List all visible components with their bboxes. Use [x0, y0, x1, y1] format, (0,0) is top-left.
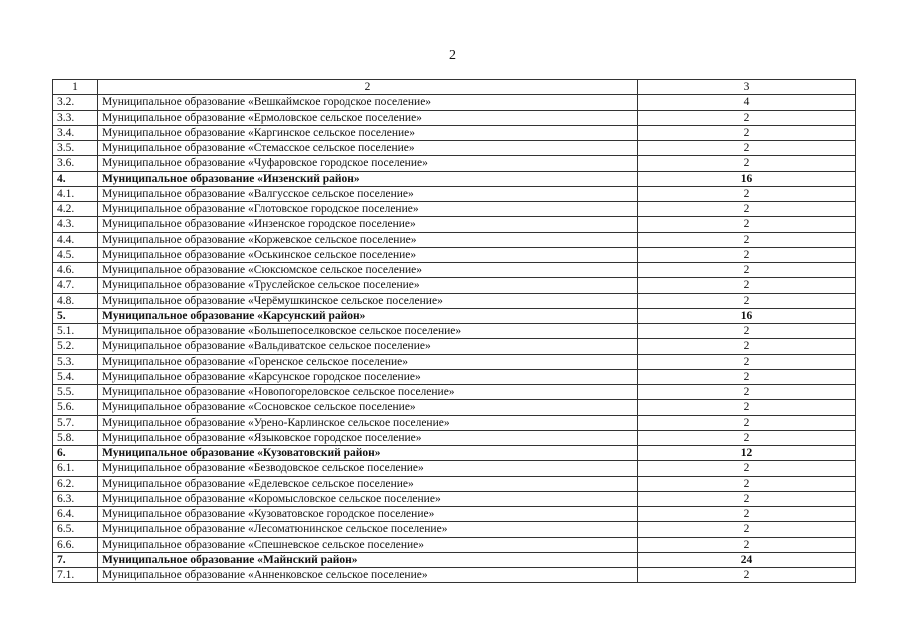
row-value-cell: 2	[638, 125, 856, 140]
table-row	[53, 537, 856, 552]
row-value-cell: 2	[638, 354, 856, 369]
table-row	[53, 324, 856, 339]
table-header-row	[53, 80, 856, 95]
table-row	[53, 202, 856, 217]
row-value-cell: 2	[638, 507, 856, 522]
row-value-cell: 2	[638, 385, 856, 400]
row-value-cell: 2	[638, 491, 856, 506]
row-name-cell: Муниципальное образование «Горенское сельское поселение»	[98, 354, 638, 369]
row-name-cell: Муниципальное образование «Коржевское сельское поселение»	[98, 232, 638, 247]
row-name-cell: Муниципальное образование «Каргинское сельское поселение»	[98, 125, 638, 140]
row-number-cell: 5.4.	[53, 369, 98, 384]
row-value-cell: 16	[638, 308, 856, 323]
row-name-cell: Муниципальное образование «Стемасское сельское поселение»	[98, 141, 638, 156]
table-section-row	[53, 446, 856, 461]
table-row	[53, 507, 856, 522]
row-name-cell: Муниципальное образование «Урено-Карлинское сельское поселение»	[98, 415, 638, 430]
row-number-cell: 6.1.	[53, 461, 98, 476]
row-value-cell: 2	[638, 232, 856, 247]
row-number-cell: 3.5.	[53, 141, 98, 156]
row-number-cell: 5.3.	[53, 354, 98, 369]
row-name-cell: Муниципальное образование «Инзенское городское поселение»	[98, 217, 638, 232]
row-number-cell: 6.2.	[53, 476, 98, 491]
table-row	[53, 430, 856, 445]
row-name-cell: Муниципальное образование «Лесоматюнинское сельское поселение»	[98, 522, 638, 537]
row-name-cell: Муниципальное образование «Анненковское сельское поселение»	[98, 568, 638, 583]
table-row	[53, 110, 856, 125]
table-row	[53, 385, 856, 400]
table-row	[53, 125, 856, 140]
row-number-cell: 7.1.	[53, 568, 98, 583]
row-number-cell: 4.3.	[53, 217, 98, 232]
table-row	[53, 522, 856, 537]
row-value-cell: 2	[638, 537, 856, 552]
row-name-cell: Муниципальное образование «Вальдиватское сельское поселение»	[98, 339, 638, 354]
row-number-cell: 4.6.	[53, 263, 98, 278]
table-row	[53, 247, 856, 262]
row-name-cell: Муниципальное образование «Сюксюмское сельское поселение»	[98, 263, 638, 278]
row-name-cell: Муниципальное образование «Труслейское сельское поселение»	[98, 278, 638, 293]
row-number-cell: 5.7.	[53, 415, 98, 430]
row-name-cell: Муниципальное образование «Карсунский район»	[98, 308, 638, 323]
table-row	[53, 354, 856, 369]
table-row	[53, 141, 856, 156]
table-row	[53, 400, 856, 415]
row-value-cell: 2	[638, 415, 856, 430]
header-cell-3: 3	[638, 80, 856, 95]
row-number-cell: 4.	[53, 171, 98, 186]
row-value-cell: 2	[638, 522, 856, 537]
row-name-cell: Муниципальное образование «Майнский район»	[98, 552, 638, 567]
row-number-cell: 5.8.	[53, 430, 98, 445]
table-section-row	[53, 552, 856, 567]
row-name-cell: Муниципальное образование «Новопогореловское сельское поселение»	[98, 385, 638, 400]
row-value-cell: 2	[638, 141, 856, 156]
row-value-cell: 2	[638, 247, 856, 262]
row-number-cell: 3.2.	[53, 95, 98, 110]
row-number-cell: 5.	[53, 308, 98, 323]
row-number-cell: 4.4.	[53, 232, 98, 247]
table-row	[53, 339, 856, 354]
row-number-cell: 5.1.	[53, 324, 98, 339]
table-row	[53, 95, 856, 110]
row-value-cell: 2	[638, 110, 856, 125]
row-value-cell: 2	[638, 430, 856, 445]
row-name-cell: Муниципальное образование «Большепоселковское сельское поселение»	[98, 324, 638, 339]
row-number-cell: 5.5.	[53, 385, 98, 400]
row-value-cell: 2	[638, 263, 856, 278]
row-number-cell: 5.2.	[53, 339, 98, 354]
row-value-cell: 2	[638, 156, 856, 171]
table-row	[53, 491, 856, 506]
row-name-cell: Муниципальное образование «Инзенский район»	[98, 171, 638, 186]
row-number-cell: 3.3.	[53, 110, 98, 125]
table-row	[53, 156, 856, 171]
row-number-cell: 4.5.	[53, 247, 98, 262]
table-row	[53, 461, 856, 476]
table-row	[53, 186, 856, 201]
row-number-cell: 4.1.	[53, 186, 98, 201]
row-value-cell: 2	[638, 202, 856, 217]
row-value-cell: 16	[638, 171, 856, 186]
row-name-cell: Муниципальное образование «Ермоловское сельское поселение»	[98, 110, 638, 125]
row-name-cell: Муниципальное образование «Кузоватовское городское поселение»	[98, 507, 638, 522]
table-row	[53, 369, 856, 384]
row-name-cell: Муниципальное образование «Оськинское сельское поселение»	[98, 247, 638, 262]
row-name-cell: Муниципальное образование «Кузоватовский район»	[98, 446, 638, 461]
row-name-cell: Муниципальное образование «Еделевское сельское поселение»	[98, 476, 638, 491]
row-number-cell: 4.2.	[53, 202, 98, 217]
row-number-cell: 3.4.	[53, 125, 98, 140]
row-number-cell: 6.6.	[53, 537, 98, 552]
table-row	[53, 217, 856, 232]
row-value-cell: 2	[638, 339, 856, 354]
table-row	[53, 278, 856, 293]
row-value-cell: 2	[638, 568, 856, 583]
row-name-cell: Муниципальное образование «Черёмушкинское сельское поселение»	[98, 293, 638, 308]
row-name-cell: Муниципальное образование «Спешневское сельское поселение»	[98, 537, 638, 552]
row-number-cell: 4.8.	[53, 293, 98, 308]
row-number-cell: 6.3.	[53, 491, 98, 506]
row-name-cell: Муниципальное образование «Языковское городское поселение»	[98, 430, 638, 445]
row-name-cell: Муниципальное образование «Глотовское городское поселение»	[98, 202, 638, 217]
row-value-cell: 2	[638, 324, 856, 339]
row-number-cell: 3.6.	[53, 156, 98, 171]
row-number-cell: 7.	[53, 552, 98, 567]
row-value-cell: 24	[638, 552, 856, 567]
header-cell-2: 2	[98, 80, 638, 95]
row-value-cell: 2	[638, 400, 856, 415]
row-number-cell: 6.5.	[53, 522, 98, 537]
row-name-cell: Муниципальное образование «Чуфаровское городское поселение»	[98, 156, 638, 171]
row-name-cell: Муниципальное образование «Карсунское городское поселение»	[98, 369, 638, 384]
row-name-cell: Муниципальное образование «Вешкаймское городское поселение»	[98, 95, 638, 110]
header-cell-1: 1	[53, 80, 98, 95]
row-value-cell: 2	[638, 186, 856, 201]
table-section-row	[53, 171, 856, 186]
row-number-cell: 5.6.	[53, 400, 98, 415]
row-value-cell: 2	[638, 461, 856, 476]
allocation-table	[52, 79, 856, 583]
row-value-cell: 12	[638, 446, 856, 461]
row-name-cell: Муниципальное образование «Сосновское сельское поселение»	[98, 400, 638, 415]
table-body	[53, 80, 856, 583]
row-name-cell: Муниципальное образование «Безводовское сельское поселение»	[98, 461, 638, 476]
row-value-cell: 2	[638, 476, 856, 491]
row-value-cell: 2	[638, 293, 856, 308]
table-row	[53, 232, 856, 247]
table-row	[53, 293, 856, 308]
table-row	[53, 476, 856, 491]
row-name-cell: Муниципальное образование «Валгусское сельское поселение»	[98, 186, 638, 201]
page-number: 2	[449, 48, 456, 63]
table-section-row	[53, 308, 856, 323]
table-row	[53, 568, 856, 583]
table-row	[53, 415, 856, 430]
row-value-cell: 4	[638, 95, 856, 110]
row-value-cell: 2	[638, 217, 856, 232]
table-row	[53, 263, 856, 278]
row-number-cell: 4.7.	[53, 278, 98, 293]
row-value-cell: 2	[638, 278, 856, 293]
row-number-cell: 6.	[53, 446, 98, 461]
row-number-cell: 6.4.	[53, 507, 98, 522]
row-name-cell: Муниципальное образование «Коромысловское сельское поселение»	[98, 491, 638, 506]
row-value-cell: 2	[638, 369, 856, 384]
